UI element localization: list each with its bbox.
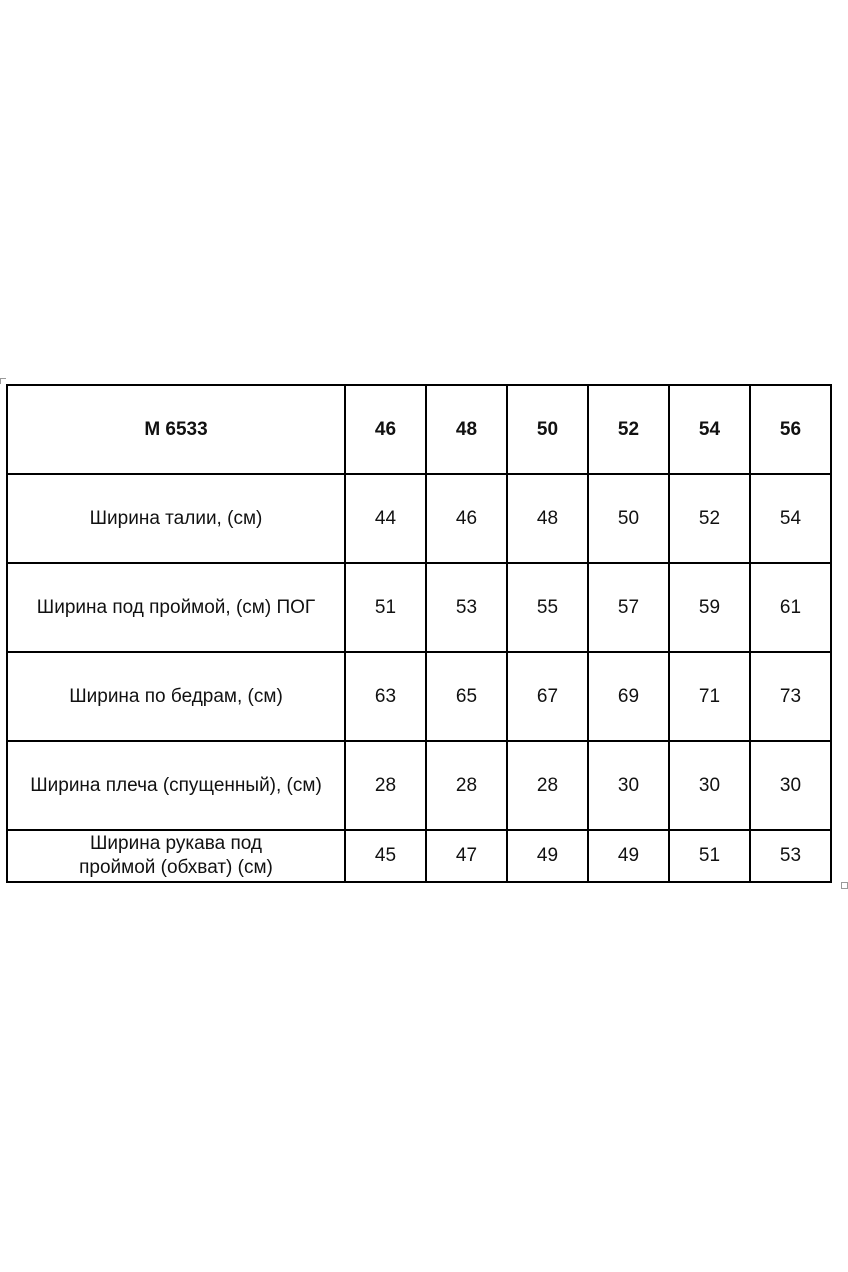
measurement-value: 53 [426,563,507,652]
table-row [7,830,831,882]
measurement-value: 59 [669,563,750,652]
measurement-value: 28 [345,741,426,830]
measurement-value: 45 [345,830,426,882]
measurement-value: 49 [588,830,669,882]
measurement-label: Ширина плеча (спущенный), (см) [7,741,345,830]
measurement-value: 67 [507,652,588,741]
measurement-value: 48 [507,474,588,563]
measurement-value: 30 [669,741,750,830]
measurement-label: Ширина по бедрам, (см) [7,652,345,741]
size-header: 46 [345,385,426,474]
measurement-value: 28 [426,741,507,830]
size-header: 54 [669,385,750,474]
measurement-value: 63 [345,652,426,741]
measurement-value: 65 [426,652,507,741]
measurement-value: 50 [588,474,669,563]
measurement-value: 51 [345,563,426,652]
measurement-value: 28 [507,741,588,830]
measurement-value: 53 [750,830,831,882]
measurement-value: 54 [750,474,831,563]
size-header: 52 [588,385,669,474]
table-row [7,652,831,741]
measurement-value: 46 [426,474,507,563]
measurement-value: 57 [588,563,669,652]
measurement-value: 51 [669,830,750,882]
measurement-value: 55 [507,563,588,652]
measurement-value: 61 [750,563,831,652]
size-header: 48 [426,385,507,474]
table-header-row [7,385,831,474]
measurement-value: 49 [507,830,588,882]
measurement-value: 30 [750,741,831,830]
table-row [7,474,831,563]
model-number: М 6533 [7,385,345,474]
measurement-value: 30 [588,741,669,830]
measurement-value: 69 [588,652,669,741]
size-header: 56 [750,385,831,474]
table-row [7,741,831,830]
measurement-label: Ширина под проймой, (см) ПОГ [7,563,345,652]
measurement-value: 52 [669,474,750,563]
size-chart-table [6,384,832,883]
measurement-value: 47 [426,830,507,882]
measurement-label: Ширина талии, (см) [7,474,345,563]
table-row [7,563,831,652]
table-resize-handle[interactable] [841,882,848,889]
measurement-value: 71 [669,652,750,741]
measurement-value: 44 [345,474,426,563]
size-header: 50 [507,385,588,474]
measurement-label: Ширина рукава под проймой (обхват) (см) [7,830,345,882]
measurement-value: 73 [750,652,831,741]
